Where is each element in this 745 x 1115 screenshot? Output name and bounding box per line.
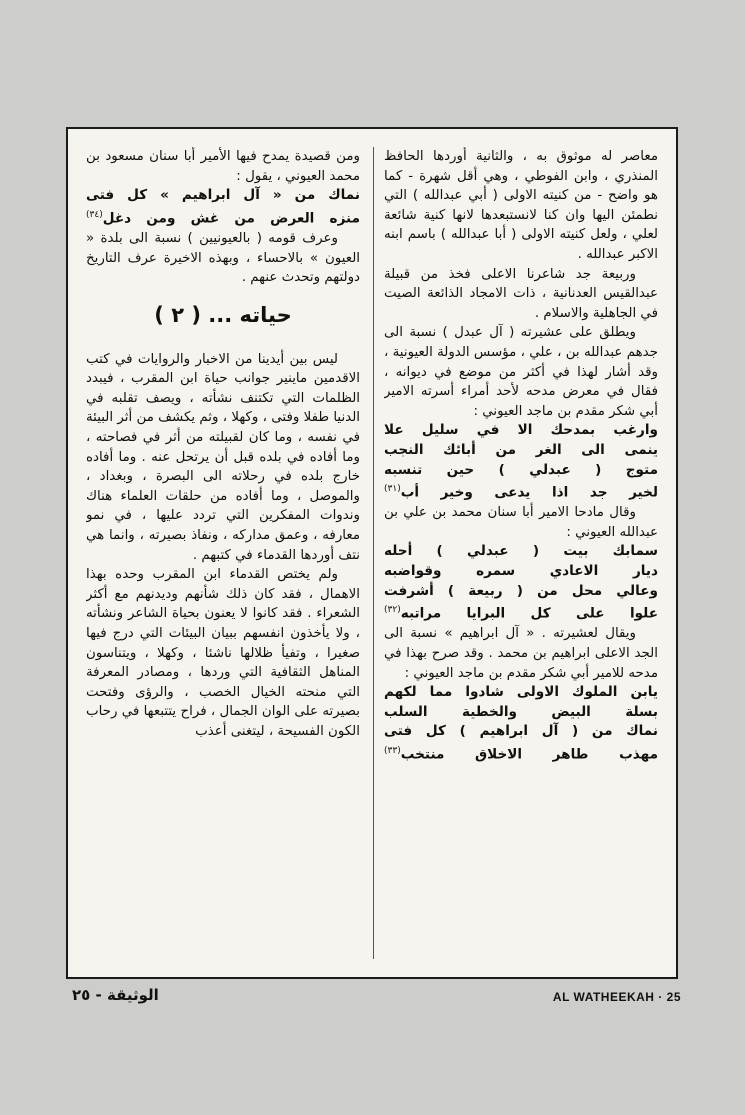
poem-verse <box>384 480 658 503</box>
text: مهذب طاهر الاخلاق منتخب <box>400 746 658 763</box>
text: وربيعة جد شاعرنا الاعلى فخذ من قبيلة عبدالقيس العدنانية ، ذات الامجاد الذائعة الصيت في الجاهلية والاسلام . <box>384 266 658 321</box>
text: ينمى الى الغر من أبائك النجب <box>384 441 658 458</box>
text: ديار الاعادي سمره وقواضبه <box>384 563 658 579</box>
text: ومن قصيدة يمدح فيها الأمير أبا سنان مسعود بن محمد العيوني ، يقول : <box>86 149 360 184</box>
text: وارغب بمدحك الا في سليل علا <box>384 422 658 439</box>
text: منزه العرض من غش ومن دغل <box>102 210 360 227</box>
text: ويطلق على عشيرته ( آل عبدل ) نسبة الى جدهم عبدالله بن ، علي ، مؤسس الدولة العيونية ، وقد أشار لهذا في أكثر من موضع في ديوانه ، فقال في معرض مدحه لأحد أمراء أسرته الامير أبي شكر مقدم بن ماجد العيوني : <box>384 325 658 419</box>
footer-english-page-label: AL WATHEEKAH · 25 <box>552 990 681 1004</box>
text: وقال مادحا الامير أبا سنان محمد بن علي بن عبدالله العيوني : <box>384 505 658 540</box>
footer-arabic-page-label: الوثيقة - ٢٥ <box>72 986 159 1004</box>
text: نماك من « آل ابراهيم » كل فتى <box>86 187 360 204</box>
paragraph <box>384 147 658 265</box>
poem-verse <box>384 683 658 703</box>
text: وعالي محل من ( ربيعة ) أشرفت <box>384 582 658 599</box>
poem-verse <box>384 562 658 582</box>
paragraph <box>86 565 360 741</box>
text: ولم يختص القدماء ابن المقرب وحده بهذا الاهمال ، فقد كان ذلك شأنهم وديدنهم مع أكثر الشعراء . فقد كانوا لا يعنون بحياة الشاعر ونشأته ، ولا يأخذون انفسهم ببيان البيئات التي درج فيها صغيرا ، وتفيأ ظلالها ناشئا ، وكهلا ، ويتناسون المناهل الثقافية التي وردها ، ومصادر المعرفة التي منحته الخيال الخصب ، والرؤى وفتحت بصيرته على الوان الجمال ، فراح يتتبعها في رحاب الكون الفسيحة ، ليتغنى أعذب <box>86 567 360 739</box>
poem-verse <box>384 441 658 461</box>
footnote-ref: (٣٢) <box>384 605 401 616</box>
footnote-ref: (٣١) <box>384 484 401 495</box>
paragraph <box>384 265 658 324</box>
text: علوا على كل البرايا مراتبه <box>400 605 658 622</box>
poem-verse <box>86 186 360 206</box>
right-column <box>384 147 658 959</box>
text: ليس بين أيدينا من الاخبار والروايات في كتب الاقدمين ماينير جوانب حياة ابن المقرب ، فيبدد الظلمات التي تكتنف نشأته ، ويصف تقلبه في الدنيا طفلا وفتى ، وكهلا ، وثم يكشف من أثر البيئة في نفسه ، وما كان لقبيلته من أثر في فصاحته ، وما أفاده في بلده قبل أن يرتحل عنه . وما أفاده خارج بلده في رحلاته الى البصرة ، وبغداد ، والموصل ، وما أفاده من حلقات العلماء هناك وندوات المفكرين التي تردد عليها ، في نمو معارفه ، وعمق مداركه ، ونفاذ بصيرته ، وانما هي نتف أوردها القدماء في كتبهم . <box>86 351 360 563</box>
paragraph <box>384 624 658 683</box>
footnote-ref: (٣٣) <box>384 745 401 756</box>
poem-verse <box>384 601 658 624</box>
poem-verse <box>384 582 658 602</box>
left-column <box>86 147 360 959</box>
text: متوج ( عبدلي ) حين تنسبه <box>384 461 658 478</box>
paragraph <box>86 350 360 566</box>
text: نماك من ( آل ابراهيم ) كل فتى <box>384 723 658 740</box>
footnote-ref: (٣٤) <box>86 209 103 220</box>
poem-verse <box>86 206 360 229</box>
paragraph <box>86 229 360 288</box>
text: لخير جد اذا يدعى وخير أب <box>400 484 658 501</box>
text: بسلة البيض والخطية السلب <box>384 703 658 720</box>
text: سمابك بيت ( عبدلي ) أحله <box>384 543 658 560</box>
text: معاصر له موثوق به ، والثانية أوردها الحافظ المنذري ، وابن الفوطي ، وهي أقل شهرة - كما هو واضح - من كنيته الاولى ( أبي عبدالله ) التي نطمئن اليها وان كنا لانستبعدها لانها كنية شائعة لعلي ، ولعل كنيته الاولى ( أبا عبدالله ) باسم ابنه الاكبر عبدالله . <box>384 149 658 262</box>
poem-verse <box>384 421 658 441</box>
column-divider <box>373 147 374 959</box>
poem-verse <box>384 722 658 742</box>
poem-verse <box>384 742 658 765</box>
paragraph <box>86 147 360 186</box>
text: حياته ... ( ٢ ) <box>154 302 292 327</box>
text: وعرف قومه ( بالعيونيين ) نسبة الى بلدة « العيون » بالاحساء ، وبهذه الاخيرة عرف التاريخ دولتهم وتحدث عنهم . <box>86 230 360 286</box>
text: ويقال لعشيرته . « آل ابراهيم » نسبة الى الجد الاعلى ابراهيم بن محمد . وقد صرح بهذا في مدحه للامير أبي شكر مقدم بن ماجد العيوني : <box>384 626 658 681</box>
page-frame <box>66 127 678 979</box>
text: يابن الملوك الاولى شادوا مما لكهم <box>384 684 658 701</box>
paragraph <box>384 323 658 421</box>
poem-verse <box>384 703 658 723</box>
paragraph <box>384 503 658 542</box>
poem-verse <box>384 461 658 481</box>
poem-verse <box>384 542 658 562</box>
section-heading <box>86 302 360 328</box>
